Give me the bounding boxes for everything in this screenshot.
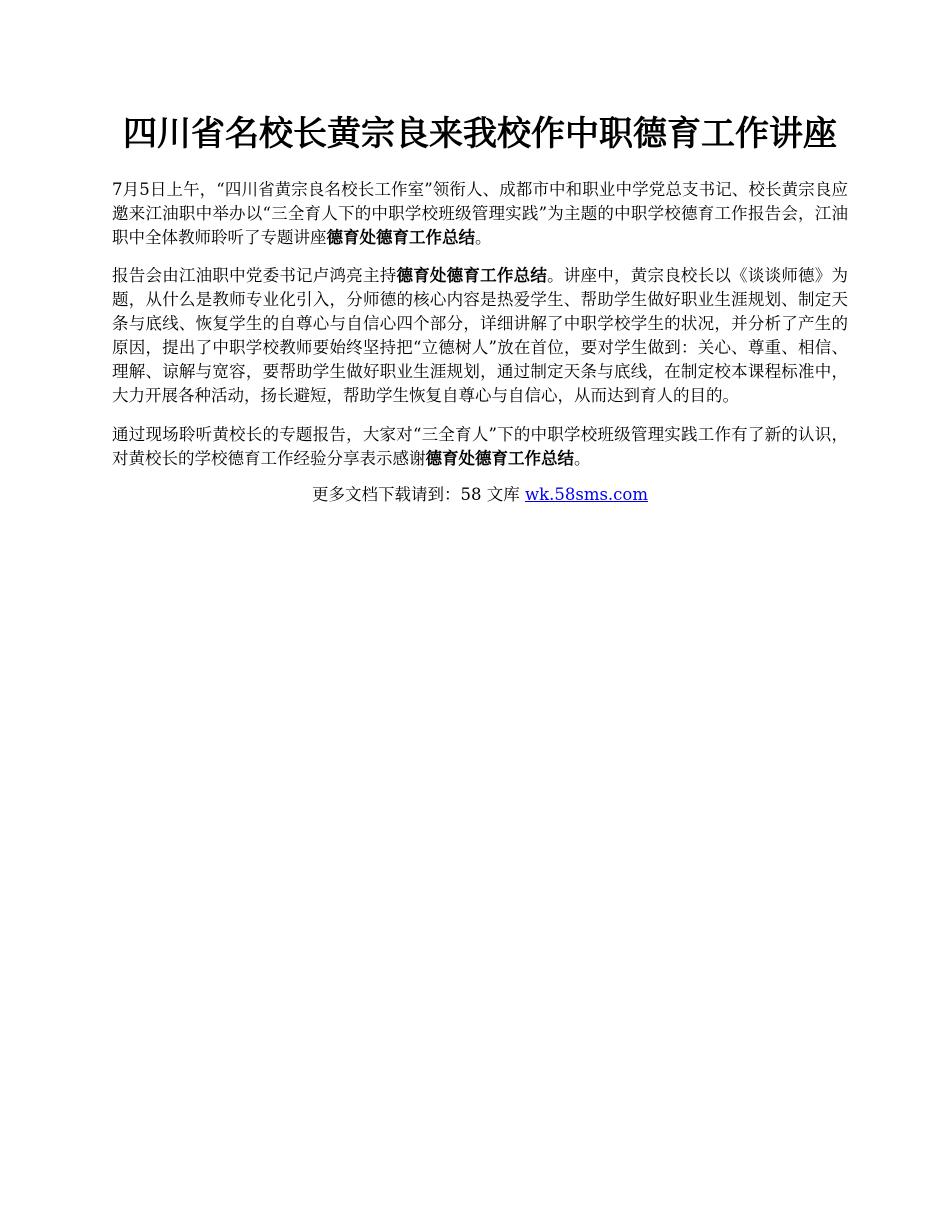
paragraph-1-tail: 。 [475, 228, 492, 247]
document-page [112, 112, 848, 507]
document-title: 四川省名校长黄宗良来我校作中职德育工作讲座 [123, 114, 837, 154]
paragraph-3-tail: 。 [574, 449, 591, 468]
paragraph-2-bold-phrase: 德育处德育工作总结 [396, 266, 548, 285]
footer-prefix: 更多文档下载请到：58 文库 [311, 485, 525, 504]
paragraph-1-text: 7月5日上午，“四川省黄宗良名校长工作室”领衔人、成都市中和职业中学党总支书记、校长黄宗良应邀来江油职中举办以“三全育人下的中职学校班级管理实践”为主题的中职学校德育工作报告会，江油职中全体教师聆听了专题讲座 [112, 180, 848, 247]
paragraph-2-text: 报告会由江油职中党委书记卢鸿亮主持 [112, 266, 397, 285]
footer-link[interactable]: wk.58sms.com [524, 485, 648, 504]
paragraph-3-bold-phrase: 德育处德育工作总结 [425, 449, 574, 468]
paragraph-3 [112, 423, 848, 471]
paragraph-1-bold-phrase: 德育处德育工作总结 [326, 228, 475, 247]
download-footer [112, 483, 848, 507]
paragraph-3-text: 通过现场聆听黄校长的专题报告，大家对“三全育人”下的中职学校班级管理实践工作有了新的认识，对黄校长的学校德育工作经验分享表示感谢 [112, 425, 848, 468]
paragraph-1 [112, 178, 848, 250]
paragraph-2-tail: 。讲座中，黄宗良校长以《谈谈师德》为题，从什么是教师专业化引入，分师德的核心内容是热爱学生、帮助学生做好职业生涯规划、制定天条与底线、恢复学生的自尊心与自信心四个部分，详细讲解了中职学校学生的状况，并分析了产生的原因，提出了中职学校教师要始终坚持把“立德树人”放在首位，要对学生做到：关心、尊重、相信、理解、谅解与宽容，要帮助学生做好职业生涯规划，通过制定天条与底线，在制定校本课程标准中，大力开展各种活动，扬长避短，帮助学生恢复自尊心与自信心，从而达到育人的目的。 [112, 266, 849, 405]
paragraph-2 [112, 264, 848, 408]
